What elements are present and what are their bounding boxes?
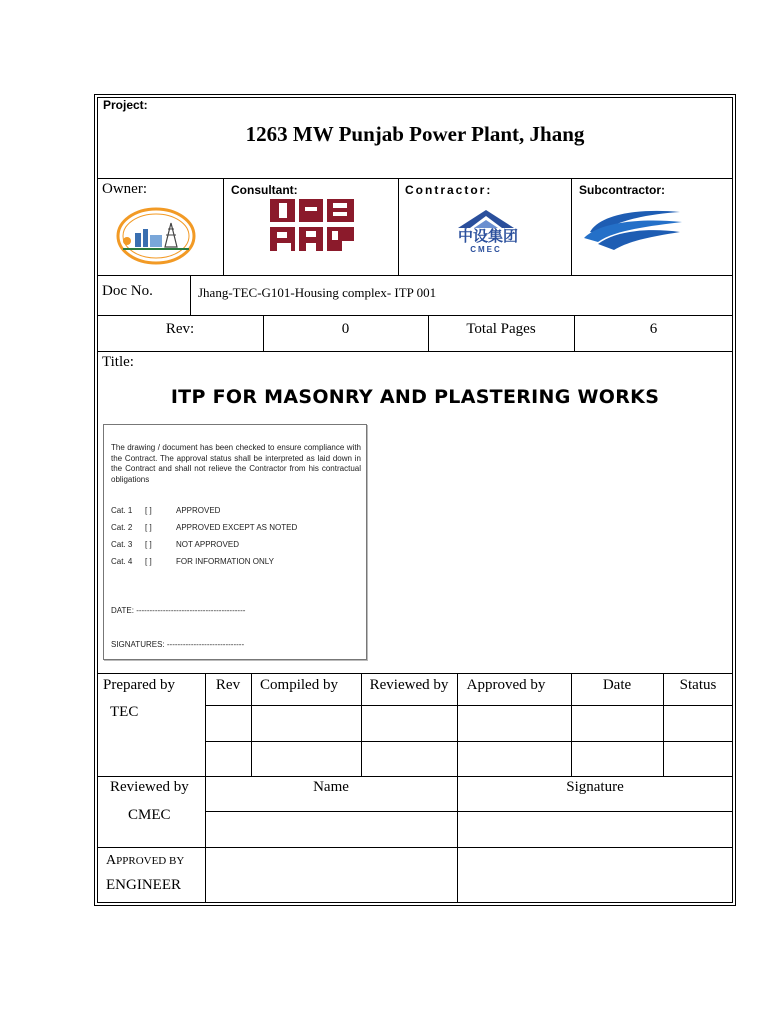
total-pages-label: Total Pages <box>466 321 536 337</box>
stamp-cat-label: Cat. 2 <box>111 523 133 532</box>
approval-stamp <box>103 424 367 660</box>
rule-rev <box>97 351 733 352</box>
rule-project <box>97 178 733 179</box>
prepared-by-value: TEC <box>110 704 139 720</box>
project-name: 1263 MW Punjab Power Plant, Jhang <box>245 122 585 146</box>
total-pages-value: 6 <box>649 321 658 337</box>
stamp-cat-label: Cat. 1 <box>111 506 133 515</box>
stamp-cat-label: Cat. 3 <box>111 540 133 549</box>
approved-by-initial: A <box>106 853 117 868</box>
approved-by-rest: PPROVED BY <box>116 855 185 867</box>
rule-signoff-1 <box>205 705 733 706</box>
rule-signoff-2 <box>205 741 733 742</box>
title-label: Title: <box>102 354 134 370</box>
stamp-signatures-line: SIGNATURES: ----------------------------- <box>111 640 245 649</box>
document-title: ITP FOR MASONRY AND PLASTERING WORKS <box>170 386 660 408</box>
prepared-by-label: Prepared by <box>103 677 176 693</box>
docno-value: Jhang-TEC-G101-Housing complex- ITP 001 <box>198 285 437 300</box>
rev-label: Rev: <box>165 321 195 337</box>
rule-signoff-end <box>97 776 733 777</box>
approved-by-value: ENGINEER <box>106 877 181 893</box>
reviewed-by-label: Reviewed by <box>110 779 189 795</box>
stamp-cat-checkbox: [ ] <box>145 523 152 532</box>
contractor-label: Contractor: <box>405 183 493 197</box>
rule-docno <box>97 315 733 316</box>
col-reviewed-by: Reviewed by <box>369 677 449 693</box>
rule-v-contractor <box>571 178 572 275</box>
contractor-logo-cmec <box>438 208 538 258</box>
rule-review-1 <box>205 811 733 812</box>
rev-value: 0 <box>341 321 350 337</box>
approved-by-label <box>106 851 184 869</box>
docno-label: Doc No. <box>102 283 153 299</box>
stamp-statement: The drawing / document has been checked to ensure compliance with the Contract. The approval status shall be interpreted as laid down in the Contract and shall not relieve the Contractor from his contractual obligations <box>111 443 361 484</box>
stamp-cat-checkbox: [ ] <box>145 557 152 566</box>
consultant-label: Consultant: <box>231 183 298 197</box>
stamp-cat-status: APPROVED EXCEPT AS NOTED <box>176 523 298 532</box>
subcontractor-label: Subcontractor: <box>579 183 666 197</box>
rule-v-owner <box>223 178 224 275</box>
stamp-cat-label: Cat. 4 <box>111 557 133 566</box>
rule-title <box>97 673 733 674</box>
stamp-cat-checkbox: [ ] <box>145 540 152 549</box>
stamp-cat-status: NOT APPROVED <box>176 540 239 549</box>
stamp-date-line: DATE: ----------------------------------------- <box>111 606 246 615</box>
col-compiled-by: Compiled by <box>260 677 338 693</box>
rule-v-consultant <box>398 178 399 275</box>
rule-parties <box>97 275 733 276</box>
signature-label: Signature <box>566 779 624 795</box>
owner-label: Owner: <box>102 181 147 197</box>
col-status: Status <box>679 677 717 693</box>
stamp-cat-status: APPROVED <box>176 506 221 515</box>
rule-v-docno <box>190 275 191 315</box>
stamp-cat-status: FOR INFORMATION ONLY <box>176 557 274 566</box>
stamp-cat-checkbox: [ ] <box>145 506 152 515</box>
reviewed-by-value: CMEC <box>128 807 171 823</box>
cmec-logo-en-text: CMEC <box>470 245 502 254</box>
rule-review-end <box>97 847 733 848</box>
col-date: Date <box>602 677 632 693</box>
subcontractor-logo <box>580 204 686 252</box>
col-approved-by: Approved by <box>466 677 546 693</box>
name-label: Name <box>313 779 349 795</box>
project-label: Project: <box>103 98 148 112</box>
owner-logo <box>113 205 203 267</box>
col-rev: Rev <box>215 677 241 693</box>
consultant-logo-nespak <box>270 199 354 251</box>
cmec-logo-cn-text: 中设集团 <box>457 227 518 245</box>
